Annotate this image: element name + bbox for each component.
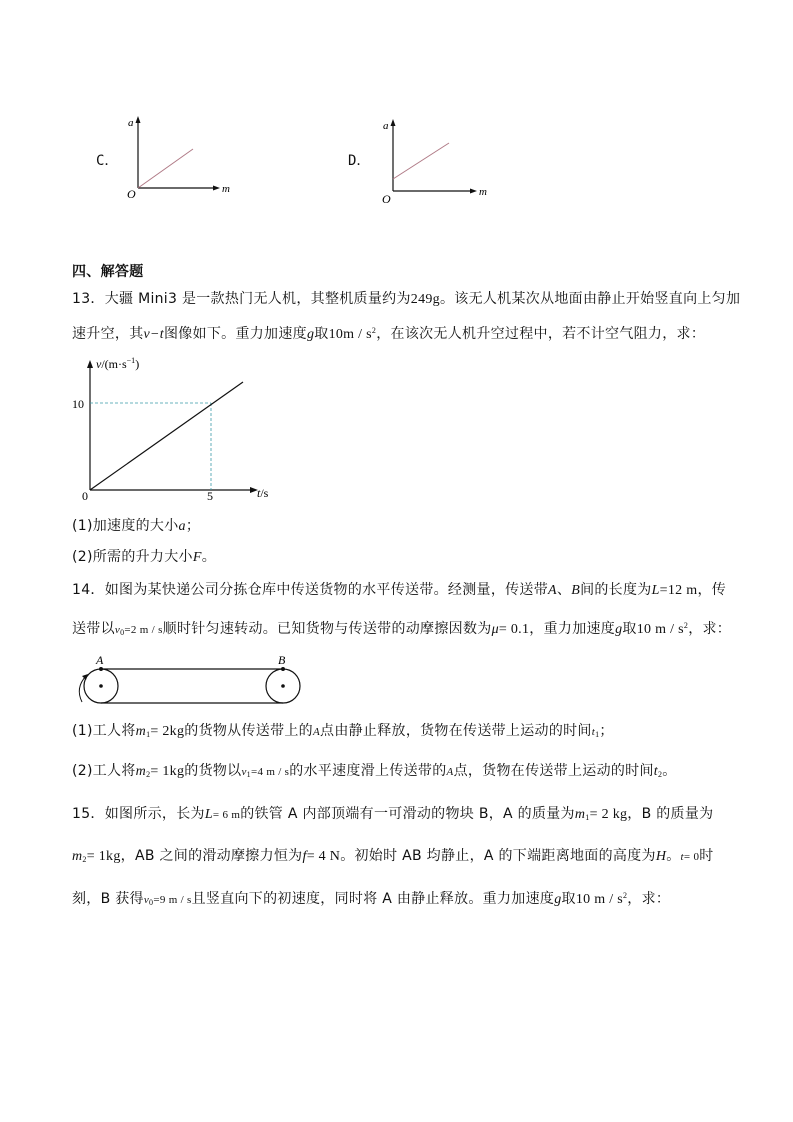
q14-sub2 [72,761,677,785]
origin-label: O [127,187,136,201]
exponent: 2 [371,326,377,335]
subscript: 1 [595,730,600,739]
q14-sub2-text: 。 [662,763,677,779]
q15-line3 [72,886,670,913]
q15-text: 刻，B 获得 [72,891,144,907]
y-axis-label-a: a [128,117,134,129]
vt-line [90,382,243,490]
m2-symbol: m [72,849,83,864]
q13-line2 [72,321,705,345]
m2-value: = 1kg [150,764,185,779]
q14-text: 送带以 [72,621,115,637]
option-d-label: D． [348,153,371,169]
point-B: B [571,583,581,598]
t-value: = 0 [683,851,700,863]
q14-sub2-text: 的水平速度滑上传送带的 [289,763,447,779]
subscript: 1 [585,813,590,822]
q14-sub2-text: 点，货物在传送带上运动的时间 [453,763,654,779]
v0-value: =2 m / s [124,624,163,636]
q14-line1 [72,580,726,601]
v0-symbol: v [114,624,121,636]
q14-sub1-text: 的货物从传送带上的 [184,723,313,739]
t2-symbol: t [653,764,658,779]
origin-label: O [382,192,391,206]
point-A: A [312,726,321,738]
section-title: 四、解答题 [72,264,144,280]
g-symbol: g [615,622,623,637]
f-symbol: f [302,849,307,864]
q15-text: 如图所示，长为 [104,806,205,822]
q14-sub1 [72,721,614,745]
subscript: 1 [146,730,151,739]
q15-text: 且竖直向下的初速度，同时将 A 由静止释放。重力加速度 [191,891,555,907]
q13-sub1 [72,516,200,537]
q13-text: 大疆 Mini3 是一款热门无人机，其整机质量约为 [104,291,411,307]
question-number: 13． [72,291,105,307]
x-axis-label-m: m [479,186,487,198]
v1-symbol: v [241,766,247,778]
q14-text: 间的长度为 [580,582,652,598]
v0-value: =9 m / s [153,894,192,906]
subscript: 2 [82,855,87,864]
mu-symbol: μ [491,622,499,637]
q13-line1 [72,289,740,310]
q15-line2 [72,846,714,870]
m1-symbol: m [135,724,147,739]
g-symbol: g [554,892,562,907]
L-value: = 6 m [212,809,241,821]
L-value: =12 m [659,583,698,598]
question-number: 14． [72,582,105,598]
L-symbol: L [204,807,213,822]
m1-value: = 2 kg [589,807,628,822]
L-symbol: L [651,583,660,598]
q14-sub1-text: (1)工人将 [72,723,136,739]
m1-value: = 2kg [150,724,185,739]
q14-text: 取 [622,621,637,637]
q13-text: 速升空，其 [72,326,144,342]
q14-text: 、 [556,582,572,598]
q14-text: 如图为某快递公司分拣仓库中传送货物的水平传送带。经测量，传送带 [104,582,549,598]
vt-graph [70,352,290,502]
q15-text: ，求： [627,891,671,907]
q15-text: 的铁管 A 内部顶端有一可滑动的物块 B，A 的质量为 [240,806,575,822]
y-axis-label-a: a [383,120,389,132]
option-d-graph [375,115,490,207]
q13-sub2-text: (2)所需的升力大小 [72,549,193,565]
q14-text: ，传 [697,582,727,598]
q14-sub2-text: (2)工人将 [72,763,136,779]
g-value: 10m / s [328,327,372,342]
m2-symbol: m [135,764,147,779]
q13-sub1-text: (1)加速度的大小 [72,518,179,534]
t1-symbol: t [591,726,596,738]
subscript: 2 [146,770,151,779]
q15-text: 取 [561,891,576,907]
subscript: 1 [246,770,251,779]
label-A: A [96,653,104,667]
q14-text: 顺时针匀速转动。已知货物与传送带的动摩擦因数为 [162,621,492,637]
x-axis-label: t/s [257,486,269,500]
q13-sub2 [72,547,216,568]
point-A: A [446,766,454,778]
q13-text: 。该无人机某次从地面由静止开始竖直向上匀加 [439,291,741,307]
y-axis-label: $v/(m\cdot s^{-1})$ [96,356,140,371]
g-value: 10 m / s [636,622,684,637]
mass-value: 249g [410,292,440,307]
q13-sub1-text: ； [185,518,201,534]
q14-line2 [72,616,731,643]
t-symbol: t [680,851,684,863]
q14-sub1-text: 点由静止释放，货物在传送带上运动的时间 [320,723,592,739]
v0-symbol: v [143,894,150,906]
vt-symbol: v−t [143,327,164,342]
var-a: a [178,519,186,534]
point-A: A [548,583,557,598]
question-number: 15． [72,806,105,822]
q13-text: ，在该次无人机升空过程中，若不计空气阻力，求： [376,326,706,342]
q14-text: ，重力加速度 [529,621,616,637]
x-axis-label-m: m [222,183,230,195]
m1-symbol: m [574,807,586,822]
q14-sub1-text: ； [599,723,614,739]
y-tick-10: 10 [72,397,84,411]
q13-sub2-text: 。 [201,549,217,565]
f-value: = 4 N [306,849,341,864]
x-tick-5: 5 [207,489,213,502]
g-symbol: g [306,327,315,342]
subscript: 0 [120,628,125,637]
q13-text: 图像如下。重力加速度 [163,326,307,342]
g-value: 10 m / s [575,892,623,907]
q15-text: 。 [666,848,681,864]
exponent: 2 [683,621,689,630]
v1-value: =4 m / s [250,766,290,778]
origin-label: 0 [82,489,88,502]
mu-value: = 0.1 [498,622,530,637]
q15-text: ，AB 之间的滑动摩擦力恒为 [120,848,303,864]
label-B: B [278,653,286,667]
q14-text: ，求： [688,621,732,637]
q15-text: 时 [699,848,714,864]
q15-text: 。初始时 AB 均静止，A 的下端距离地面的高度为 [340,848,656,864]
subscript: 0 [149,898,154,907]
var-F: F [192,550,202,565]
exponent: 2 [622,891,628,900]
q13-text: 取 [314,326,329,342]
H-symbol: H [655,849,667,864]
m2-value: = 1kg [86,849,121,864]
option-c-label: C． [96,153,119,169]
conveyor-belt-diagram [66,650,316,710]
q14-sub2-text: 的货物以 [184,763,242,779]
q15-line1 [72,804,713,828]
subscript: 2 [657,770,663,779]
q15-text: ，B 的质量为 [627,806,714,822]
option-c-graph [120,112,230,202]
